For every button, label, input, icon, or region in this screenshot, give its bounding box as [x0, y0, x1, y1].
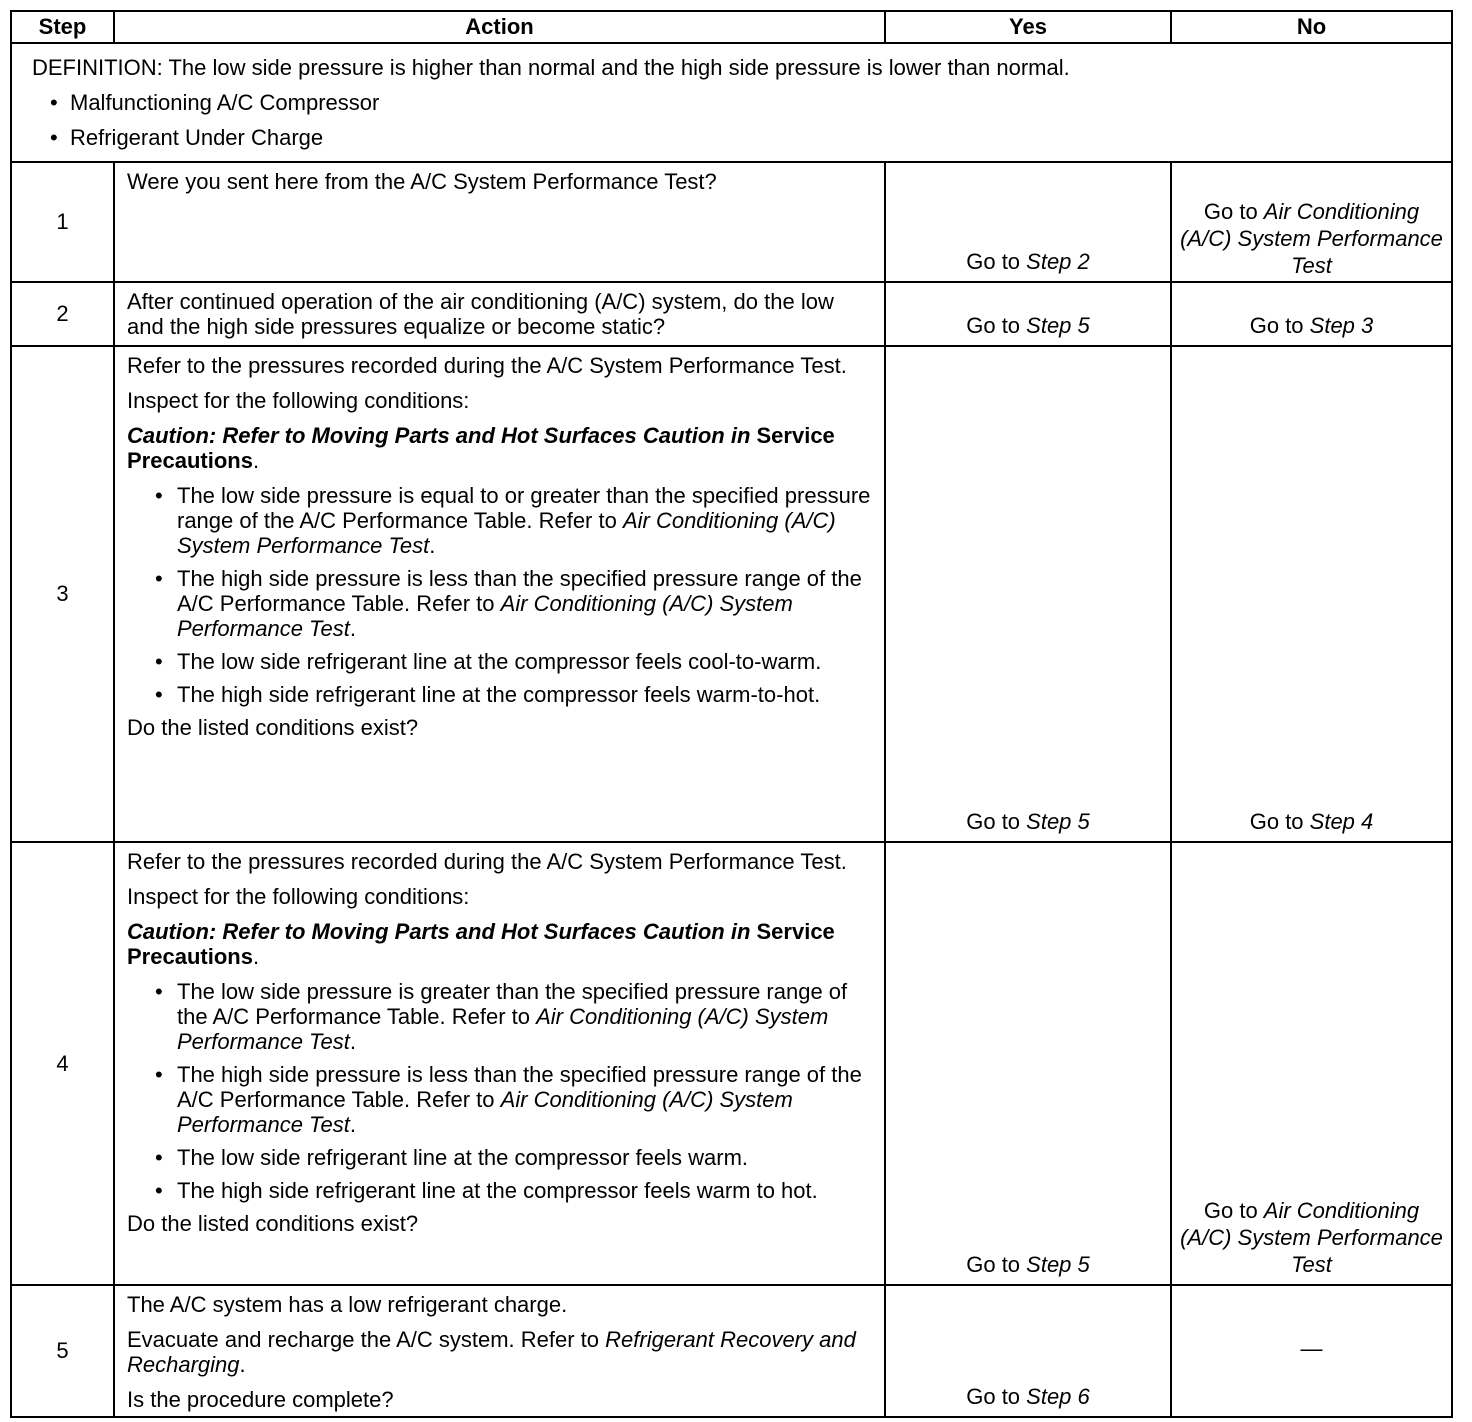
reference-text: Step 5: [1026, 1252, 1090, 1277]
condition-item: [127, 566, 872, 641]
no-cell: [1171, 346, 1452, 842]
action-paragraph: [127, 919, 872, 969]
definition-row: [11, 43, 1452, 162]
text-segment: The low side pressure is equal to or greater than the specified pressure range of the A/C Performance Table. Refer to: [177, 483, 871, 533]
yes-cell: [885, 1285, 1171, 1417]
diagnostic-table: [10, 10, 1453, 1418]
text-segment: Go to: [1249, 809, 1310, 834]
text-segment: Service Precautions: [127, 423, 835, 473]
reference-text: Caution: Refer to Moving Parts and Hot Surfaces Caution in: [127, 919, 757, 944]
action-paragraph: [127, 884, 872, 909]
text-segment: Go to: [966, 249, 1027, 274]
text-segment: .: [429, 533, 436, 558]
action-cell: [114, 1285, 885, 1417]
text-segment: Go to: [1249, 313, 1310, 338]
text-segment: The low side pressure is greater than the specified pressure range of the A/C Performance Table. Refer to: [177, 979, 848, 1029]
action-paragraph: [127, 1211, 872, 1236]
yes-cell: [885, 842, 1171, 1285]
header-yes: Yes: [885, 11, 1171, 43]
action-cell: [114, 842, 885, 1285]
text-segment: .: [349, 616, 356, 641]
step-row-4: [11, 842, 1452, 1285]
reference-text: Air Conditioning (A/C) System Performance Test: [1180, 1198, 1443, 1277]
step-number: 4: [11, 842, 114, 1285]
definition-cell: [11, 43, 1452, 162]
action-cell: [114, 346, 885, 842]
definition-text: DEFINITION: The low side pressure is higher than normal and the high side pressure is lower than normal.: [32, 55, 1070, 80]
action-paragraph: [127, 169, 872, 194]
action-paragraph: [127, 1292, 872, 1317]
text-segment: Go to: [966, 1384, 1027, 1409]
text-segment: .: [252, 448, 260, 473]
text-segment: Service Precautions: [127, 919, 835, 969]
condition-item: [127, 483, 872, 558]
action-paragraph: [127, 849, 872, 874]
text-segment: The high side refrigerant line at the compressor feels warm to hot.: [177, 1178, 818, 1203]
no-cell: [1171, 162, 1452, 282]
text-segment: Inspect for the following conditions:: [127, 388, 470, 413]
action-paragraph: [127, 715, 872, 740]
text-segment: .: [349, 1029, 356, 1054]
text-segment: Refer to the pressures recorded during the A/C System Performance Test.: [127, 353, 847, 378]
text-segment: Go to: [966, 809, 1027, 834]
header-row: [11, 11, 1452, 43]
text-segment: Do the listed conditions exist?: [127, 1211, 419, 1236]
yes-cell: [885, 282, 1171, 346]
definition-item: • Malfunctioning A/C Compressor: [32, 85, 1431, 120]
action-cell: [114, 162, 885, 282]
header-step: Step: [11, 11, 114, 43]
header-no: No: [1171, 11, 1452, 43]
text-segment: The low side refrigerant line at the compressor feels cool-to-warm.: [177, 649, 822, 674]
condition-item: [127, 682, 872, 707]
action-paragraph: [127, 353, 872, 378]
reference-text: Step 5: [1026, 313, 1090, 338]
no-cell: [1171, 282, 1452, 346]
action-paragraph: [127, 388, 872, 413]
text-segment: The high side refrigerant line at the compressor feels warm-to-hot.: [177, 682, 821, 707]
reference-text: Air Conditioning (A/C) System Performance Test: [1180, 199, 1443, 278]
step-number: 3: [11, 346, 114, 842]
text-segment: The high side pressure is less than the specified pressure range of the A/C Performance Table. Refer to: [177, 1062, 862, 1112]
condition-item: [127, 979, 872, 1054]
reference-text: Refrigerant Recovery and Recharging: [127, 1327, 856, 1377]
text-segment: Were you sent here from the A/C System Performance Test?: [127, 169, 717, 194]
text-segment: The high side pressure is less than the specified pressure range of the A/C Performance Table. Refer to: [177, 566, 862, 616]
condition-item: [127, 1145, 872, 1170]
step-number: 1: [11, 162, 114, 282]
text-segment: Evacuate and recharge the A/C system. Refer to: [127, 1327, 606, 1352]
text-segment: Go to: [1203, 1198, 1264, 1223]
reference-text: Step 2: [1026, 249, 1090, 274]
text-segment: The A/C system has a low refrigerant charge.: [127, 1292, 568, 1317]
yes-cell: [885, 162, 1171, 282]
condition-item: [127, 1178, 872, 1203]
reference-text: Step 4: [1309, 809, 1374, 834]
text-segment: .: [239, 1352, 246, 1377]
action-paragraph: [127, 289, 872, 339]
reference-text: Air Conditioning (A/C) System Performance Test: [177, 591, 793, 641]
no-cell: [1171, 842, 1452, 1285]
text-segment: Inspect for the following conditions:: [127, 884, 470, 909]
action-paragraph: [127, 1387, 872, 1412]
reference-text: Step 5: [1026, 809, 1090, 834]
text-segment: Go to: [966, 1252, 1027, 1277]
reference-text: Air Conditioning (A/C) System Performance Test: [177, 1004, 829, 1054]
header-action: Action: [114, 11, 885, 43]
text-segment: Is the procedure complete?: [127, 1387, 394, 1412]
step-row-5: [11, 1285, 1452, 1417]
text-segment: .: [349, 1112, 356, 1137]
action-paragraph: [127, 1327, 872, 1377]
text-segment: Refer to the pressures recorded during the A/C System Performance Test.: [127, 849, 847, 874]
text-segment: .: [252, 944, 260, 969]
step-number: 2: [11, 282, 114, 346]
action-paragraph: [127, 423, 872, 473]
step-row-1: [11, 162, 1452, 282]
text-segment: The low side refrigerant line at the compressor feels warm.: [177, 1145, 749, 1170]
text-segment: —: [1300, 1335, 1323, 1361]
condition-item: [127, 649, 872, 674]
step-number: 5: [11, 1285, 114, 1417]
reference-text: Caution: Refer to Moving Parts and Hot Surfaces Caution in: [127, 423, 757, 448]
no-cell: [1171, 1285, 1452, 1417]
yes-cell: [885, 346, 1171, 842]
condition-item: [127, 1062, 872, 1137]
text-segment: Do the listed conditions exist?: [127, 715, 419, 740]
step-row-3: [11, 346, 1452, 842]
definition-item: • Refrigerant Under Charge: [32, 120, 1431, 155]
text-segment: Go to: [966, 313, 1027, 338]
reference-text: Air Conditioning (A/C) System Performance Test: [177, 1087, 793, 1137]
reference-text: Step 3: [1309, 313, 1374, 338]
action-cell: [114, 282, 885, 346]
text-segment: After continued operation of the air conditioning (A/C) system, do the low and the high side pressures equalize or become static?: [127, 289, 834, 339]
text-segment: Go to: [1203, 199, 1264, 224]
step-row-2: [11, 282, 1452, 346]
reference-text: Air Conditioning (A/C) System Performance Test: [177, 508, 836, 558]
reference-text: Step 6: [1026, 1384, 1090, 1409]
